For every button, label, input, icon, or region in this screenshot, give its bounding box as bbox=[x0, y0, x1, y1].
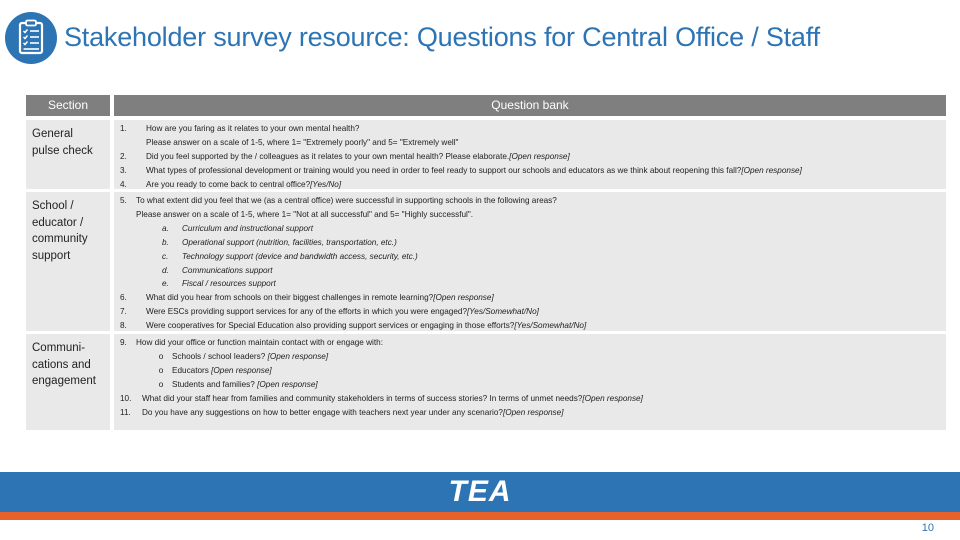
bullet-item: o Students and families? [Open response] bbox=[120, 378, 942, 392]
table-row bbox=[26, 334, 946, 430]
sub-item: d. Communications support bbox=[162, 265, 273, 275]
bullet-icon: o bbox=[158, 351, 164, 361]
page-title: Stakeholder survey resource: Questions for Central Office / Staff bbox=[64, 22, 820, 52]
page-number: 10 bbox=[921, 522, 934, 534]
section-label: School / educator / community support bbox=[32, 200, 88, 262]
header-section: Section bbox=[26, 95, 110, 116]
footer-band bbox=[0, 472, 960, 512]
sub-item: b. Operational support (nutrition, facilities, transportation, etc.) bbox=[162, 237, 397, 247]
question-list bbox=[114, 192, 946, 331]
question-item: 6. What did you hear from schools on their biggest challenges in remote learning?[Open response] bbox=[120, 293, 494, 303]
question-item: 4. Are you ready to come back to central office?[Yes/No] bbox=[120, 179, 342, 189]
footer-accent-bar bbox=[0, 512, 960, 520]
table-row bbox=[26, 120, 946, 189]
question-list bbox=[114, 120, 946, 189]
question-item: 7. Were ESCs providing support services for any of the efforts in which you were engaged?[Yes/Somewhat/No] bbox=[120, 307, 539, 317]
bullet-item: o Schools / school leaders? [Open response] bbox=[120, 350, 942, 364]
sub-item: c. Technology support (device and bandwidth access, security, etc.) bbox=[162, 251, 418, 261]
question-scale: Please answer on a scale of 1-5, where 1= "Extremely poorly" and 5= "Extremely well" bbox=[146, 137, 459, 147]
table-row bbox=[26, 192, 946, 331]
question-list bbox=[114, 334, 946, 430]
question-scale: Please answer on a scale of 1-5, where 1= "Not at all successful" and 5= "Highly successful". bbox=[136, 209, 474, 219]
sub-item: a. Curriculum and instructional support bbox=[162, 223, 314, 233]
header-question-bank: Question bank bbox=[114, 95, 946, 116]
section-label: General pulse check bbox=[32, 128, 93, 157]
question-item: 3. What types of professional development or training would you need in order to feel ready to support our schools and educators as we think about reopening this fall?[Open response] bbox=[120, 165, 802, 175]
question-item: 5. To what extent did you feel that we (as a central office) were successful in supporting schools in the following areas? bbox=[120, 196, 557, 205]
question-item: 10. What did your staff hear from families and community stakeholders in terms of success stories? In terms of unmet needs?[Open response] bbox=[120, 393, 643, 403]
question-item: 2. Did you feel supported by the / colleagues as it relates to your own mental health? Please elaborate.[Open response] bbox=[120, 151, 570, 161]
question-item: 11. Do you have any suggestions on how to better engage with teachers next year under any scenario?[Open response] bbox=[120, 407, 564, 417]
bullet-icon: o bbox=[158, 379, 164, 389]
table-header bbox=[26, 95, 946, 116]
question-table bbox=[26, 95, 946, 430]
bullet-icon: o bbox=[158, 365, 164, 375]
question-item: 1. How are you faring as it relates to your own mental health? bbox=[120, 124, 360, 133]
checklist-icon bbox=[5, 12, 57, 64]
section-label: Communi- cations and engagement bbox=[32, 342, 96, 387]
tea-logo: TEA bbox=[448, 475, 512, 508]
question-item: 8. Were cooperatives for Special Education also providing support services or engaging in those efforts?[Yes/Somewhat/No] bbox=[120, 321, 587, 331]
sub-item: e. Fiscal / resources support bbox=[162, 279, 276, 289]
question-item: 9. How did your office or function maintain contact with or engage with: bbox=[120, 338, 383, 347]
bullet-item: o Educators [Open response] bbox=[120, 364, 942, 378]
